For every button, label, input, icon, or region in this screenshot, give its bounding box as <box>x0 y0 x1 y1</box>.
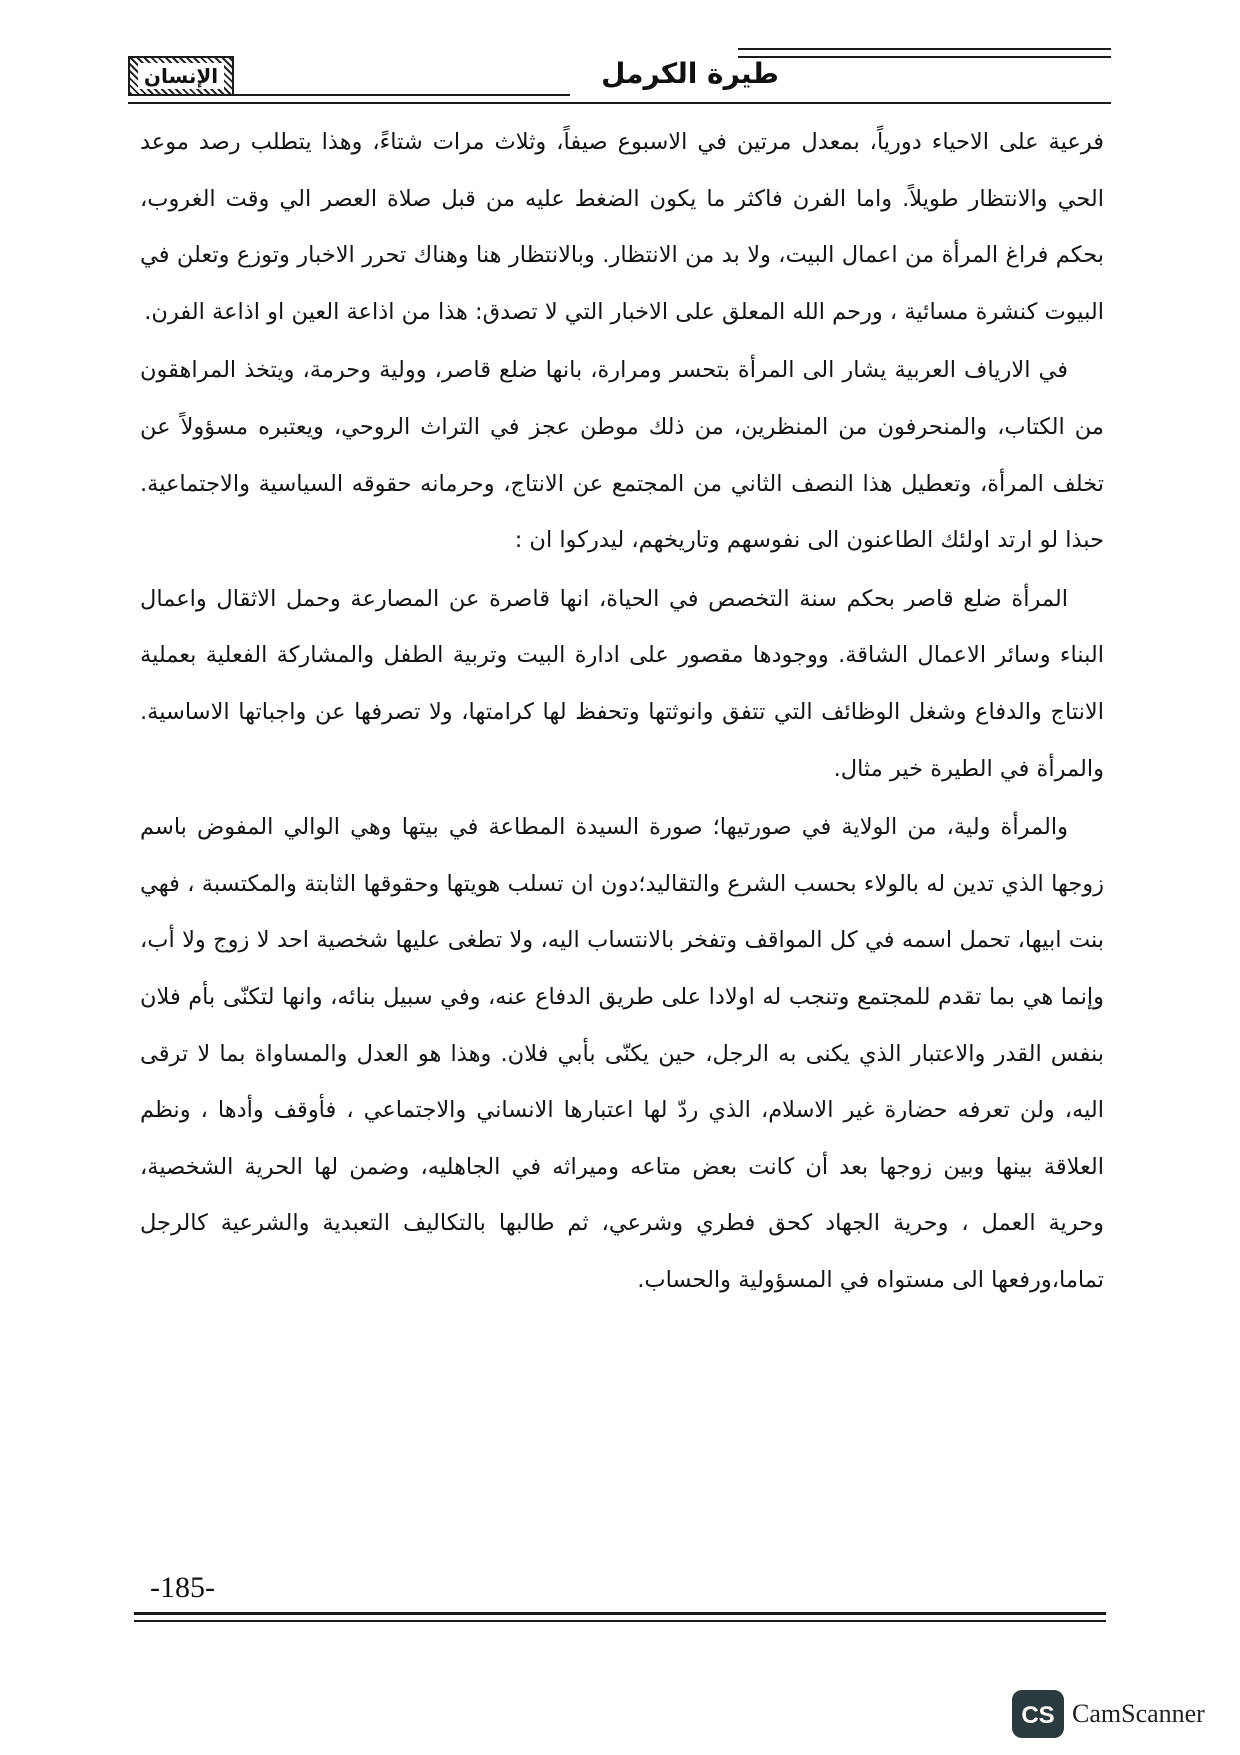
camscanner-logo-icon <box>1012 1690 1064 1738</box>
header-rule-left <box>234 94 570 96</box>
footer-rule-top <box>134 1612 1106 1615</box>
page-number: -185- <box>150 1571 215 1604</box>
running-title: طيرة الكرمل <box>601 57 779 90</box>
camscanner-logo-text: CS <box>1021 1702 1055 1729</box>
section-badge-label: الإنسان <box>138 63 224 89</box>
camscanner-watermark <box>1012 1690 1212 1742</box>
camscanner-name: CamScanner <box>1072 1699 1205 1728</box>
paragraph-4: والمرأة ولية، من الولاية في صورتيها؛ صورة السيدة المطاعة في بيتها وهي الوالي المفوض باسم زوجها الذي تدين له بالولاء بحسب الشرع والتقاليد؛دون ان تسلب هويتها وحقوقها الثابتة والمكتسبة ، فهي بنت ابيها، تحمل اسمه في كل المواقف وتفخر بالانتساب اليه، ولا تطغى عليها شخصية احد لا زوج ولا أب، وإنما هي بما تقدم للمجتمع وتنجب له اولادا على طريق الدفاع عنه، وفي سبيل بنائه، وانها لتكنّى بأم فلان بنفس القدر والاعتبار الذي يكنى به الرجل، حين يكنّى بأبي فلان. وهذا هو العدل والمساواة بما لا ترقى اليه، ولن تعرفه حضارة غير الاسلام، الذي ردّ لها اعتبارها الانساني والاجتماعي ، فأوقف وأدها ، ونظم العلاقة بينها وبين زوجها بعد أن كانت بعض متاعه وميراثه في الجاهليه، وضمن لها الحرية الشخصية، وحرية العمل ، وحرية الجهاد كحق فطري وشرعي، ثم طالبها بالتكاليف التعبدية والشرعية كالرجل تماما،ورفعها الى مستواه في المسؤولية والحساب. <box>140 814 1104 1293</box>
paragraph-1: فرعية على الاحياء دورياً، بمعدل مرتين في الاسبوع صيفاً، وثلاث مرات شتاءً، وهذا يتطلب رصد موعد الحي والانتظار طويلاً. واما الفرن فاكثر ما يكون الضغط عليه من قبل صلاة العصر الي وقت الغروب، بحكم فراغ المرأة من اعمال البيت، ولا بد من الانتظار. وبالانتظار هنا وهناك تحرر الاخبار وتوزع وتعلن في البيوت كنشرة مسائية ، ورحم الله المعلق على الاخبار التي لا تصدق: هذا من اذاعة العين او اذاعة الفرن. <box>140 129 1104 325</box>
footer-rule-bottom <box>134 1620 1106 1622</box>
section-badge <box>128 56 234 96</box>
paragraph-2: في الارياف العربية يشار الى المرأة بتحسر ومرارة، بانها ضلع قاصر، وولية وحرمة، ويتخذ المراهقون من الكتاب، والمنحرفون من المنظرين، من ذلك موطن عجز في التراث الروحي، ويعتبره مسؤولاً عن تخلف المرأة، وتعطيل هذا النصف الثاني من المجتمع عن الانتاج، وحرمانه حقوقه السياسية والاجتماعية. حبذا لو ارتد اولئك الطاعنون الى نفوسهم وتاريخهم، ليدركوا ان : <box>140 357 1104 554</box>
body-text <box>140 114 1104 1308</box>
paragraph-3: المرأة ضلع قاصر بحكم سنة التخصص في الحياة، انها قاصرة عن المصارعة وحمل الاثقال واعمال البناء وسائر الاعمال الشاقة. ووجودها مقصور على ادارة البيت وتربية الطفل والمشاركة الفعلية بعملية الانتاج والدفاع وشغل الوظائف التي تتفق وانوثتها وتحفظ لها كرامتها، ولا تصرفها عن واجباتها الاساسية. والمرأة في الطيرة خير مثال. <box>140 585 1104 782</box>
header-rule-right-top <box>738 48 1111 50</box>
header-rule-under <box>128 102 1111 104</box>
page-header <box>128 48 1111 108</box>
